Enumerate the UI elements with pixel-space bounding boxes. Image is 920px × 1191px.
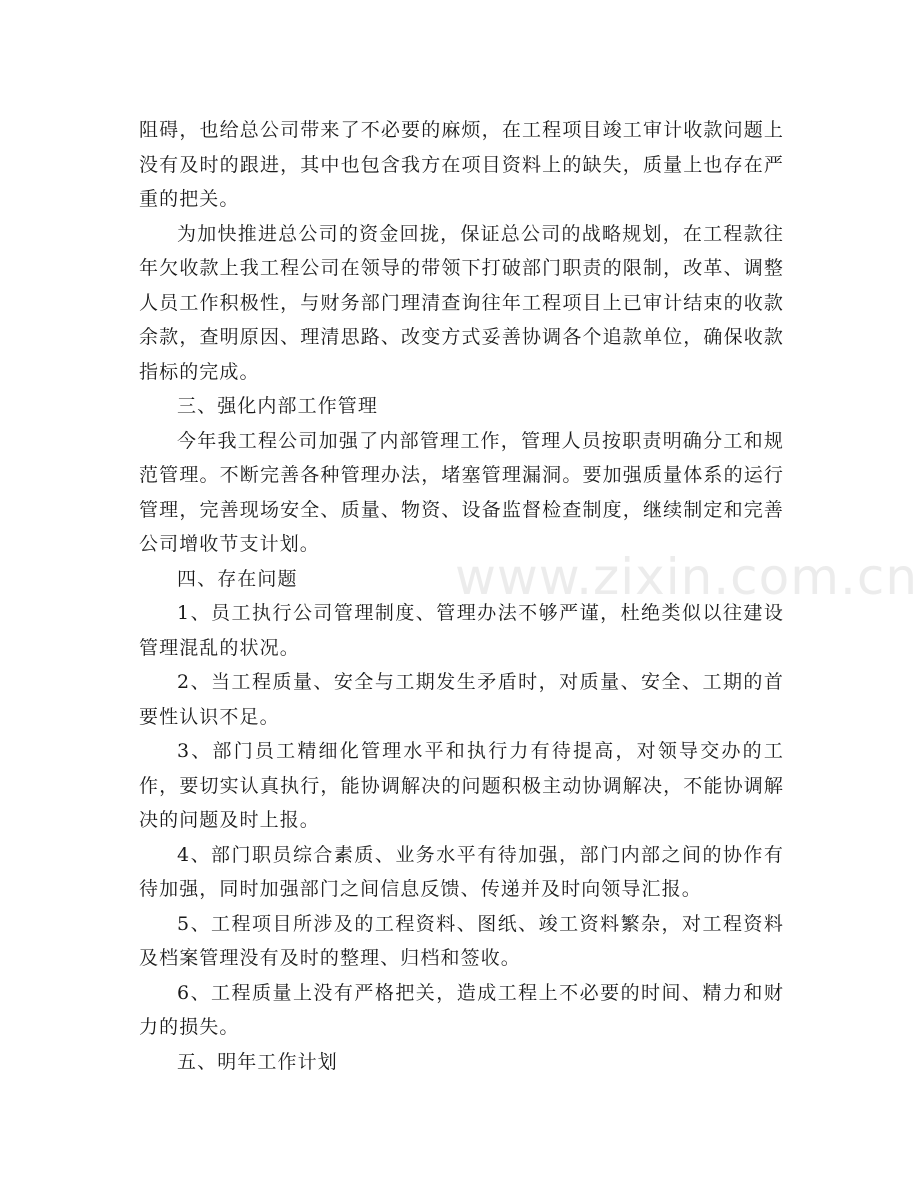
section-heading-next-year-plan: 五、明年工作计划 — [177, 1050, 338, 1073]
watermark: www.zixin.com.cn — [455, 548, 919, 606]
document-page — [139, 113, 784, 1079]
problem-item-2: 2、当工程质量、安全与工期发生矛盾时，对质量、安全、工期的首要性认识不足。 — [139, 671, 784, 728]
paragraph-internal-management: 今年我工程公司加强了内部管理工作，管理人员按职责明确分工和规范管理。不断完善各种管理办法，堵塞管理漏洞。要加强质量体系的运行管理，完善现场安全、质量、物资、设备监督检查制度，继续制定和完善公司增收节支计划。 — [139, 429, 784, 555]
problem-item-5: 5、工程项目所涉及的工程资料、图纸、竣工资料繁杂，对工程资料及档案管理没有及时的整理、归档和签收。 — [139, 912, 784, 969]
section-heading-problems: 四、存在问题 — [177, 567, 298, 590]
problem-item-1: 1、员工执行公司管理制度、管理办法不够严谨，杜绝类似以往建设管理混乱的状况。 — [139, 602, 784, 659]
problem-item-6: 6、工程质量上没有严格把关，造成工程上不必要的时间、精力和财力的损失。 — [139, 981, 784, 1038]
section-heading-internal-management: 三、强化内部工作管理 — [177, 395, 379, 417]
paragraph-continuation: 阻碍，也给总公司带来了不必要的麻烦，在工程项目竣工审计收款问题上没有及时的跟进，其中也包含我方在项目资料上的缺失，质量上也存在严重的把关。 — [139, 119, 784, 210]
paragraph-fund-recovery: 为加快推进总公司的资金回拢，保证总公司的战略规划，在工程款往年欠收款上我工程公司在领导的带领下打破部门职责的限制，改革、调整人员工作积极性，与财务部门理清查询往年工程项目上已审计结束的收款余款，查明原因、理清思路、改变方式妥善协调各个追款单位，确保收款指标的完成。 — [139, 222, 784, 383]
problem-item-4: 4、部门职员综合素质、业务水平有待加强，部门内部之间的协作有待加强，同时加强部门之间信息反馈、传递并及时向领导汇报。 — [139, 843, 784, 900]
problem-item-3: 3、部门员工精细化管理水平和执行力有待提高，对领导交办的工作，要切实认真执行，能协调解决的问题积极主动协调解决，不能协调解决的问题及时上报。 — [139, 740, 784, 831]
